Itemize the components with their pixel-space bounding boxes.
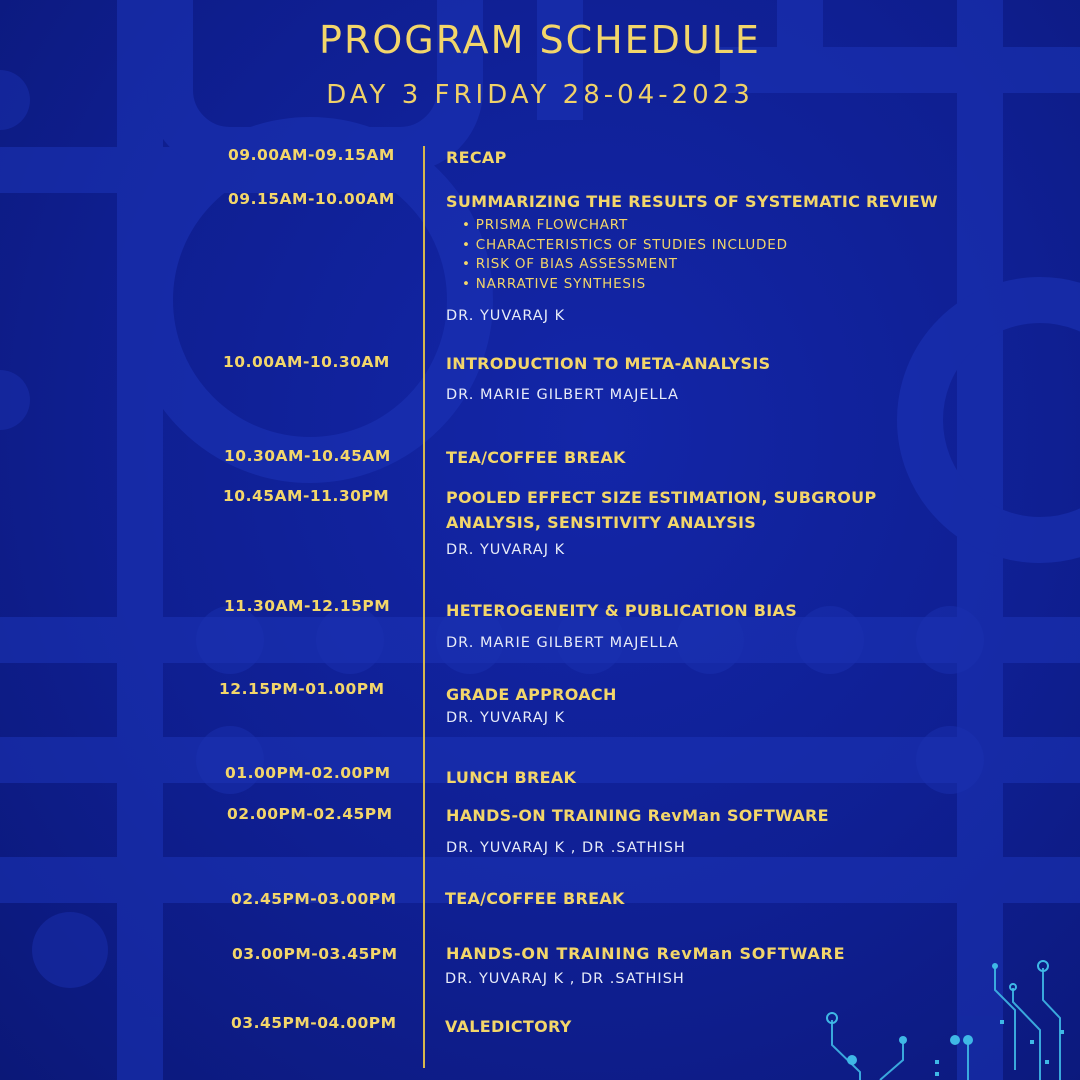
topic-list bbox=[462, 216, 788, 295]
speaker-name: DR. YUVARAJ K bbox=[446, 308, 566, 324]
speaker-name: DR. MARIE GILBERT MAJELLA bbox=[446, 635, 679, 651]
speaker-name: DR. YUVARAJ K bbox=[446, 542, 566, 558]
time-slot: 12.15PM-01.00PM bbox=[219, 680, 385, 698]
session-title: GRADE APPROACH bbox=[446, 685, 617, 704]
circuit-graphic bbox=[832, 968, 1060, 1080]
session-title: HETEROGENEITY & PUBLICATION BIAS bbox=[446, 601, 798, 620]
session-title: HANDS-ON TRAINING RevMan SOFTWARE bbox=[446, 806, 829, 825]
speaker-name: DR. YUVARAJ K , DR .SATHISH bbox=[445, 971, 685, 987]
topic-item: • RISK OF BIAS ASSESSMENT bbox=[462, 255, 788, 275]
topic-item: • CHARACTERISTICS OF STUDIES INCLUDED bbox=[462, 236, 788, 256]
time-slot: 09.00AM-09.15AM bbox=[228, 146, 395, 164]
timeline-divider bbox=[423, 146, 425, 1068]
session-title: VALEDICTORY bbox=[445, 1017, 572, 1036]
session-title: TEA/COFFEE BREAK bbox=[445, 889, 625, 908]
time-slot: 01.00PM-02.00PM bbox=[225, 764, 391, 782]
session-title: LUNCH BREAK bbox=[446, 768, 577, 787]
time-slot: 10.45AM-11.30PM bbox=[223, 487, 390, 505]
day-subtitle: DAY 3 FRIDAY 28-04-2023 bbox=[326, 80, 754, 110]
session-title: POOLED EFFECT SIZE ESTIMATION, SUBGROUP ANALYSIS, SENSITIVITY ANALYSIS bbox=[446, 488, 877, 532]
time-slot: 03.45PM-04.00PM bbox=[231, 1014, 397, 1032]
session-title: INTRODUCTION TO META-ANALYSIS bbox=[446, 354, 771, 373]
time-slot: 11.30AM-12.15PM bbox=[224, 597, 391, 615]
time-slot: 10.00AM-10.30AM bbox=[223, 353, 390, 371]
time-slot: 03.00PM-03.45PM bbox=[232, 945, 398, 963]
session-title: TEA/COFFEE BREAK bbox=[446, 448, 626, 467]
session-title: HANDS-ON TRAINING RevMan SOFTWARE bbox=[446, 944, 846, 963]
page-title: PROGRAM SCHEDULE bbox=[319, 18, 761, 62]
speaker-name: DR. YUVARAJ K , DR .SATHISH bbox=[446, 840, 686, 856]
speaker-name: DR. YUVARAJ K bbox=[446, 710, 566, 726]
time-slot: 02.45PM-03.00PM bbox=[231, 890, 397, 908]
time-slot: 10.30AM-10.45AM bbox=[224, 447, 391, 465]
speaker-name: DR. MARIE GILBERT MAJELLA bbox=[446, 387, 679, 403]
time-slot: 09.15AM-10.00AM bbox=[228, 190, 395, 208]
session-title: SUMMARIZING THE RESULTS OF SYSTEMATIC REVIEW bbox=[446, 192, 938, 211]
topic-item: • PRISMA FLOWCHART bbox=[462, 216, 788, 236]
session-title: RECAP bbox=[446, 148, 507, 167]
time-slot: 02.00PM-02.45PM bbox=[227, 805, 393, 823]
topic-item: • NARRATIVE SYNTHESIS bbox=[462, 275, 788, 295]
